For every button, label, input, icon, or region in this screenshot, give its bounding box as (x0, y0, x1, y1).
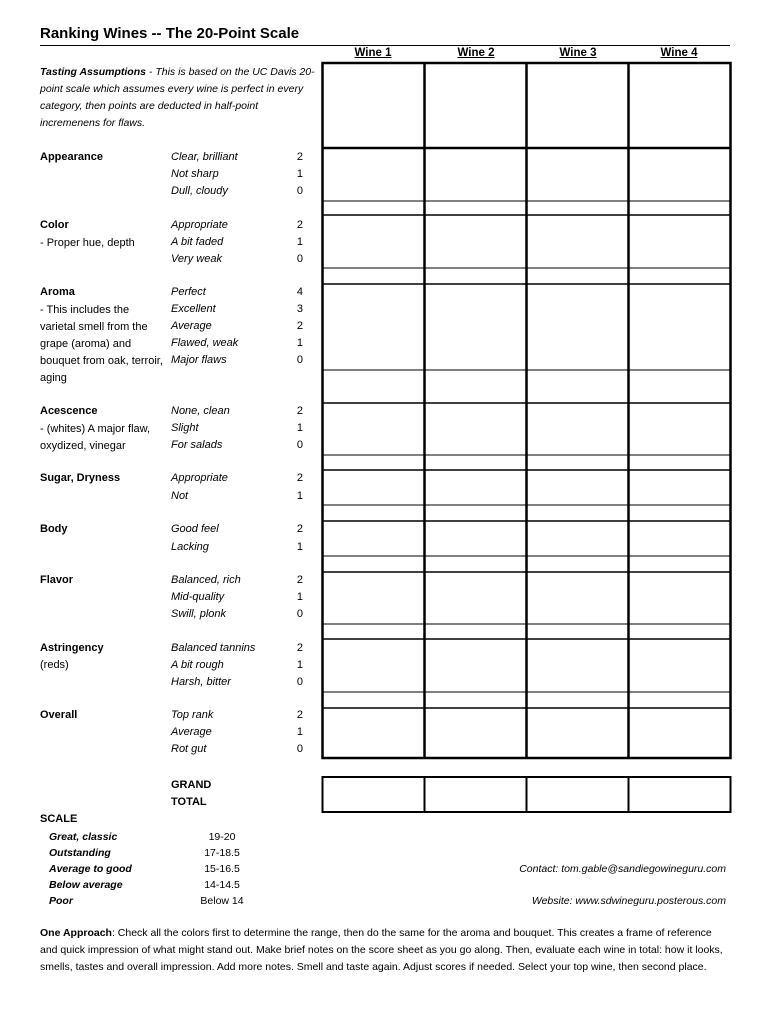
criterion-desc: Swill, plonk (171, 608, 227, 620)
category-acescence-note: - (whites) A major flaw, oxydized, vinegar (40, 423, 151, 452)
category-acescence: Acescence (40, 405, 98, 417)
wine-4-header: Wine 4 (660, 47, 698, 59)
criterion-points: 2 (296, 642, 303, 654)
criterion-desc: Excellent (171, 303, 216, 315)
criterion-desc: For salads (171, 439, 223, 451)
category-appearance: Appearance (40, 151, 103, 163)
criterion-desc: None, clean (171, 405, 230, 417)
criterion-desc: Average (171, 726, 212, 738)
criterion-points: 0 (296, 185, 303, 197)
criterion-points: 0 (296, 743, 303, 755)
criterion-points: 1 (296, 236, 303, 248)
criterion-points: 2 (296, 709, 303, 721)
criterion-points: 1 (296, 168, 303, 180)
assumptions-label: Tasting Assumptions (40, 66, 146, 78)
criterion-points: 1 (296, 726, 303, 738)
criterion-points: 2 (296, 523, 303, 535)
scale-range: Below 14 (200, 895, 244, 907)
criterion-points: 0 (296, 608, 303, 620)
criterion-desc: Top rank (171, 709, 214, 721)
criterion-points: 2 (296, 219, 303, 231)
criterion-points: 0 (296, 439, 303, 451)
grand-total-label: GRAND (171, 779, 212, 791)
criterion-points: 1 (296, 659, 303, 671)
criterion-desc: Lacking (171, 541, 209, 553)
scale-range: 14-14.5 (204, 879, 240, 891)
category-aroma-note: - This includes the varietal smell from the grape (aroma) and bouquet from oak, terroir, aging (40, 304, 163, 384)
criterion-points: 1 (296, 541, 303, 553)
criterion-points: 1 (296, 490, 303, 502)
assumptions-text: - This is based on the UC Davis 20-point scale which assumes every wine is perfect in every category, then points are deducted in half-point incremenens for flaws. (40, 66, 315, 129)
category-astringency: Astringency (40, 642, 104, 654)
criterion-points: 2 (296, 320, 303, 332)
scale-label: Outstanding (49, 847, 111, 859)
category-color: Color (40, 219, 69, 231)
criterion-points: 1 (296, 591, 303, 603)
criterion-desc: Major flaws (171, 354, 227, 366)
criterion-points: 4 (296, 286, 303, 298)
wine-3-header: Wine 3 (559, 47, 597, 59)
criterion-points: 2 (296, 472, 303, 484)
criterion-desc: Good feel (171, 523, 219, 535)
criterion-desc: Rot gut (171, 743, 207, 755)
approach-text: : Check all the colors first to determine the range, then do the same for the aroma and bouquet. This creates a frame of reference and quick impression of what might stand out. Make brief notes on the score sheet as you go along. Then, evaluate each wine in total: how it looks, smells, tastes and overall impression. Add more notes. Smell and taste again. Adjust scores if needed. Select your top wine, then second place. (40, 927, 723, 973)
criterion-points: 1 (296, 337, 303, 349)
criterion-desc: Average (171, 320, 212, 332)
criterion-desc: Not sharp (171, 168, 219, 180)
criterion-points: 2 (296, 151, 303, 163)
criterion-desc: Balanced tannins (171, 642, 256, 654)
scale-label: Great, classic (49, 831, 118, 843)
criterion-desc: Dull, cloudy (171, 185, 228, 197)
category-color-note: - Proper hue, depth (40, 237, 135, 249)
category-astringency-note: (reds) (40, 659, 69, 671)
criterion-points: 0 (296, 253, 303, 265)
criterion-points: 3 (296, 303, 303, 315)
criterion-desc: Flawed, weak (171, 337, 239, 349)
scale-range: 15-16.5 (204, 863, 240, 875)
criterion-desc: Perfect (171, 286, 206, 298)
criterion-desc: Clear, brilliant (171, 151, 238, 163)
criterion-desc: Not (171, 490, 189, 502)
category-sugar-dryness: Sugar, Dryness (40, 472, 121, 484)
website-link: Website: www.sdwineguru.posterous.com (531, 895, 726, 907)
criterion-points: 0 (296, 676, 303, 688)
approach-label: One Approach (40, 927, 112, 939)
category-flavor: Flavor (40, 574, 74, 586)
wine-2-header: Wine 2 (457, 47, 495, 59)
criterion-points: 1 (296, 422, 303, 434)
wine-1-header: Wine 1 (354, 47, 392, 59)
category-overall: Overall (40, 709, 78, 721)
contact-email: Contact: tom.gable@sandiegowineguru.com (519, 863, 726, 875)
criterion-points: 2 (296, 405, 303, 417)
criterion-desc: A bit faded (171, 236, 224, 248)
criterion-desc: Slight (171, 422, 199, 434)
one-approach-paragraph (40, 925, 730, 976)
criterion-desc: Balanced, rich (171, 574, 241, 586)
criterion-desc: Very weak (171, 253, 222, 265)
criterion-desc: Appropriate (171, 472, 228, 484)
scale-heading: SCALE (40, 813, 78, 825)
grand-total-label-2: TOTAL (171, 796, 207, 808)
scale-range: 17-18.5 (204, 847, 240, 859)
scale-label: Average to good (49, 863, 132, 875)
category-aroma: Aroma (40, 286, 75, 298)
criterion-desc: Harsh, bitter (171, 676, 231, 688)
criterion-desc: A bit rough (171, 659, 224, 671)
scale-range: 19-20 (208, 831, 236, 843)
criterion-points: 2 (296, 574, 303, 586)
page-title: Ranking Wines -- The 20-Point Scale (40, 25, 300, 42)
scale-label: Poor (49, 895, 73, 907)
criterion-points: 0 (296, 354, 303, 366)
criterion-desc: Appropriate (171, 219, 228, 231)
category-body: Body (40, 523, 68, 535)
scale-label: Below average (49, 879, 123, 891)
criterion-desc: Mid-quality (171, 591, 225, 603)
